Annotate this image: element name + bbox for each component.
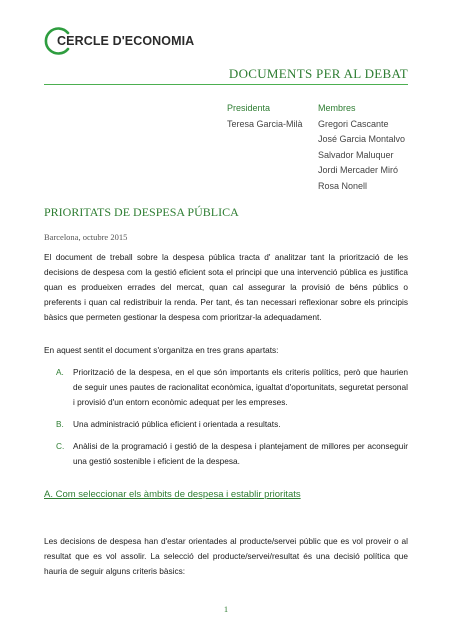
list-item-letter: B. [56, 419, 64, 429]
logo-text: CERCLE D'ECONOMIA [57, 34, 195, 48]
page-number: 1 [223, 604, 229, 614]
members-column [318, 101, 405, 194]
list-item-letter: C. [56, 441, 65, 451]
president-column [227, 101, 303, 132]
member-name: Rosa Nonell [318, 180, 368, 191]
logo [42, 26, 212, 56]
list-item [56, 439, 408, 469]
member-name: José Garcia Montalvo [318, 134, 406, 144]
list-item [56, 365, 408, 410]
list-item-text: Priorització de la despesa, en el que són importants els criteris polítics, però que haurien de seguir unes pautes de racionalitat econòmica, igualtat d'oportunitats, seguretat personal i provisió d'un entorn econòmic adequat per les empreses. [73, 367, 408, 407]
list-item-text: Anàlisi de la programació i gestió de la despesa i plantejament de millores per aconseguir una gestió sostenible i eficient de la despesa. [73, 441, 408, 466]
structure-paragraph: En aquest sentit el document s'organitza en tres grans apartats: [44, 345, 279, 355]
section-a-paragraph: Les decisions de despesa han d'estar orientades al producte/servei públic que es vol proveir o al resultat que es vol assolir. La selecció del producte/servei/resultat és una decisió política que hauria de seguir alguns criteris bàsics: [44, 536, 408, 576]
member-name: Gregori Cascante [318, 118, 389, 129]
section-a-heading: A. Com seleccionar els àmbits de despesa i establir prioritats [44, 489, 301, 500]
place-date: Barcelona, octubre 2015 [44, 232, 128, 242]
header-divider [44, 84, 408, 85]
member-name: Salvador Maluquer [318, 149, 394, 160]
list-item [56, 417, 408, 432]
document-title: PRIORITATS DE DESPESA PÚBLICA [44, 205, 239, 219]
member-name: Jordi Mercader Miró [318, 165, 399, 175]
document-series-title: DOCUMENTS PER AL DEBAT [228, 66, 408, 81]
list-item-text: Una administració pública eficient i orientada a resultats. [73, 419, 281, 429]
president-name: Teresa Garcia-Milà [227, 118, 303, 129]
president-heading: Presidenta [227, 103, 271, 113]
members-heading: Membres [318, 103, 356, 113]
sections-list [56, 365, 408, 476]
list-item-letter: A. [56, 367, 64, 377]
intro-paragraph: El document de treball sobre la despesa pública tracta d' analitzar tant la priorització de les decisions de despesa com la gestió eficient sota el principi que una intervenció pública es justifica quan es produeixen errades del mercat, quan cal assegurar la provisió de béns públics o preferents i quan cal redistribuir la renda. Per tant, és tan necessari reflexionar sobre els principis bàsics que permeten gestionar la despesa com prioritzar-la adequadament. [44, 252, 408, 322]
